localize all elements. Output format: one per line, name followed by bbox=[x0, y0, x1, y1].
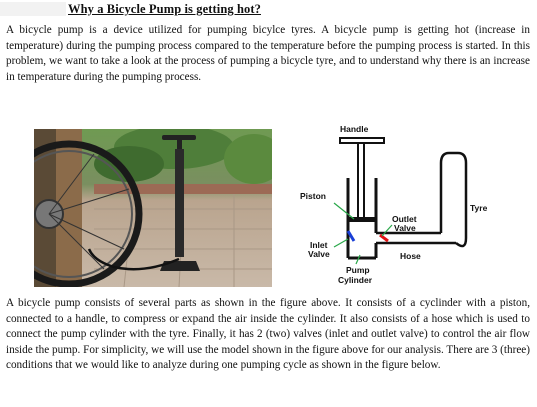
label-outlet-2: Valve bbox=[394, 223, 416, 233]
tyre-loop bbox=[441, 153, 466, 246]
label-pump-1: Pump bbox=[346, 265, 370, 275]
label-pump-2: Cylinder bbox=[338, 275, 373, 285]
outlet-valve bbox=[380, 235, 388, 241]
label-hose: Hose bbox=[400, 251, 421, 261]
piston-rod bbox=[358, 143, 364, 218]
label-handle: Handle bbox=[340, 124, 369, 134]
label-inlet-2: Valve bbox=[308, 249, 330, 259]
pump-base bbox=[160, 261, 200, 271]
inlet-pointer bbox=[334, 239, 348, 247]
piston-pointer bbox=[334, 203, 354, 219]
label-piston: Piston bbox=[300, 191, 326, 201]
header-bar bbox=[0, 2, 66, 16]
pump-diagram bbox=[296, 123, 518, 293]
photo-drawing bbox=[34, 129, 272, 287]
label-tyre: Tyre bbox=[470, 203, 488, 213]
pump-handle bbox=[162, 135, 196, 140]
page-title: Why a Bicycle Pump is getting hot? bbox=[68, 2, 261, 16]
intro-paragraph: A bicycle pump is a device utilized for pumping bicylce tyres. A bicycle pump is getting hot (increase in temperature) during the pumping process compared to the temperature before the pumping process is started. In this problem, we want to take a look at the process of pumping a bicycle tyre, and to understand why there is an increase in temperature during the pumping process. bbox=[6, 24, 530, 83]
outlet-pointer bbox=[382, 225, 392, 236]
description-paragraph: A bicycle pump consists of several parts as shown in the figure above. It consists of a cyclinder with a piston, connected to a handle, to compress or expand the air inside the cylinder. It also consists of a hose which is used to connect the pump cylinder with the tyre. Finally, it has 2 (two) valves (inlet and outlet valve) to control the air flow inside the pump. For simplicity, we will use the model shown in the figure above for our analysis. There are 3 (three) conditions that we would like to analyze during one pumping cycle as shown in the figure below. bbox=[6, 297, 530, 372]
bicycle-pump-photo bbox=[34, 129, 272, 287]
label-outlet-1: Outlet bbox=[392, 214, 417, 224]
label-inlet-1: Inlet bbox=[310, 240, 328, 250]
pump-barrel bbox=[175, 149, 184, 257]
